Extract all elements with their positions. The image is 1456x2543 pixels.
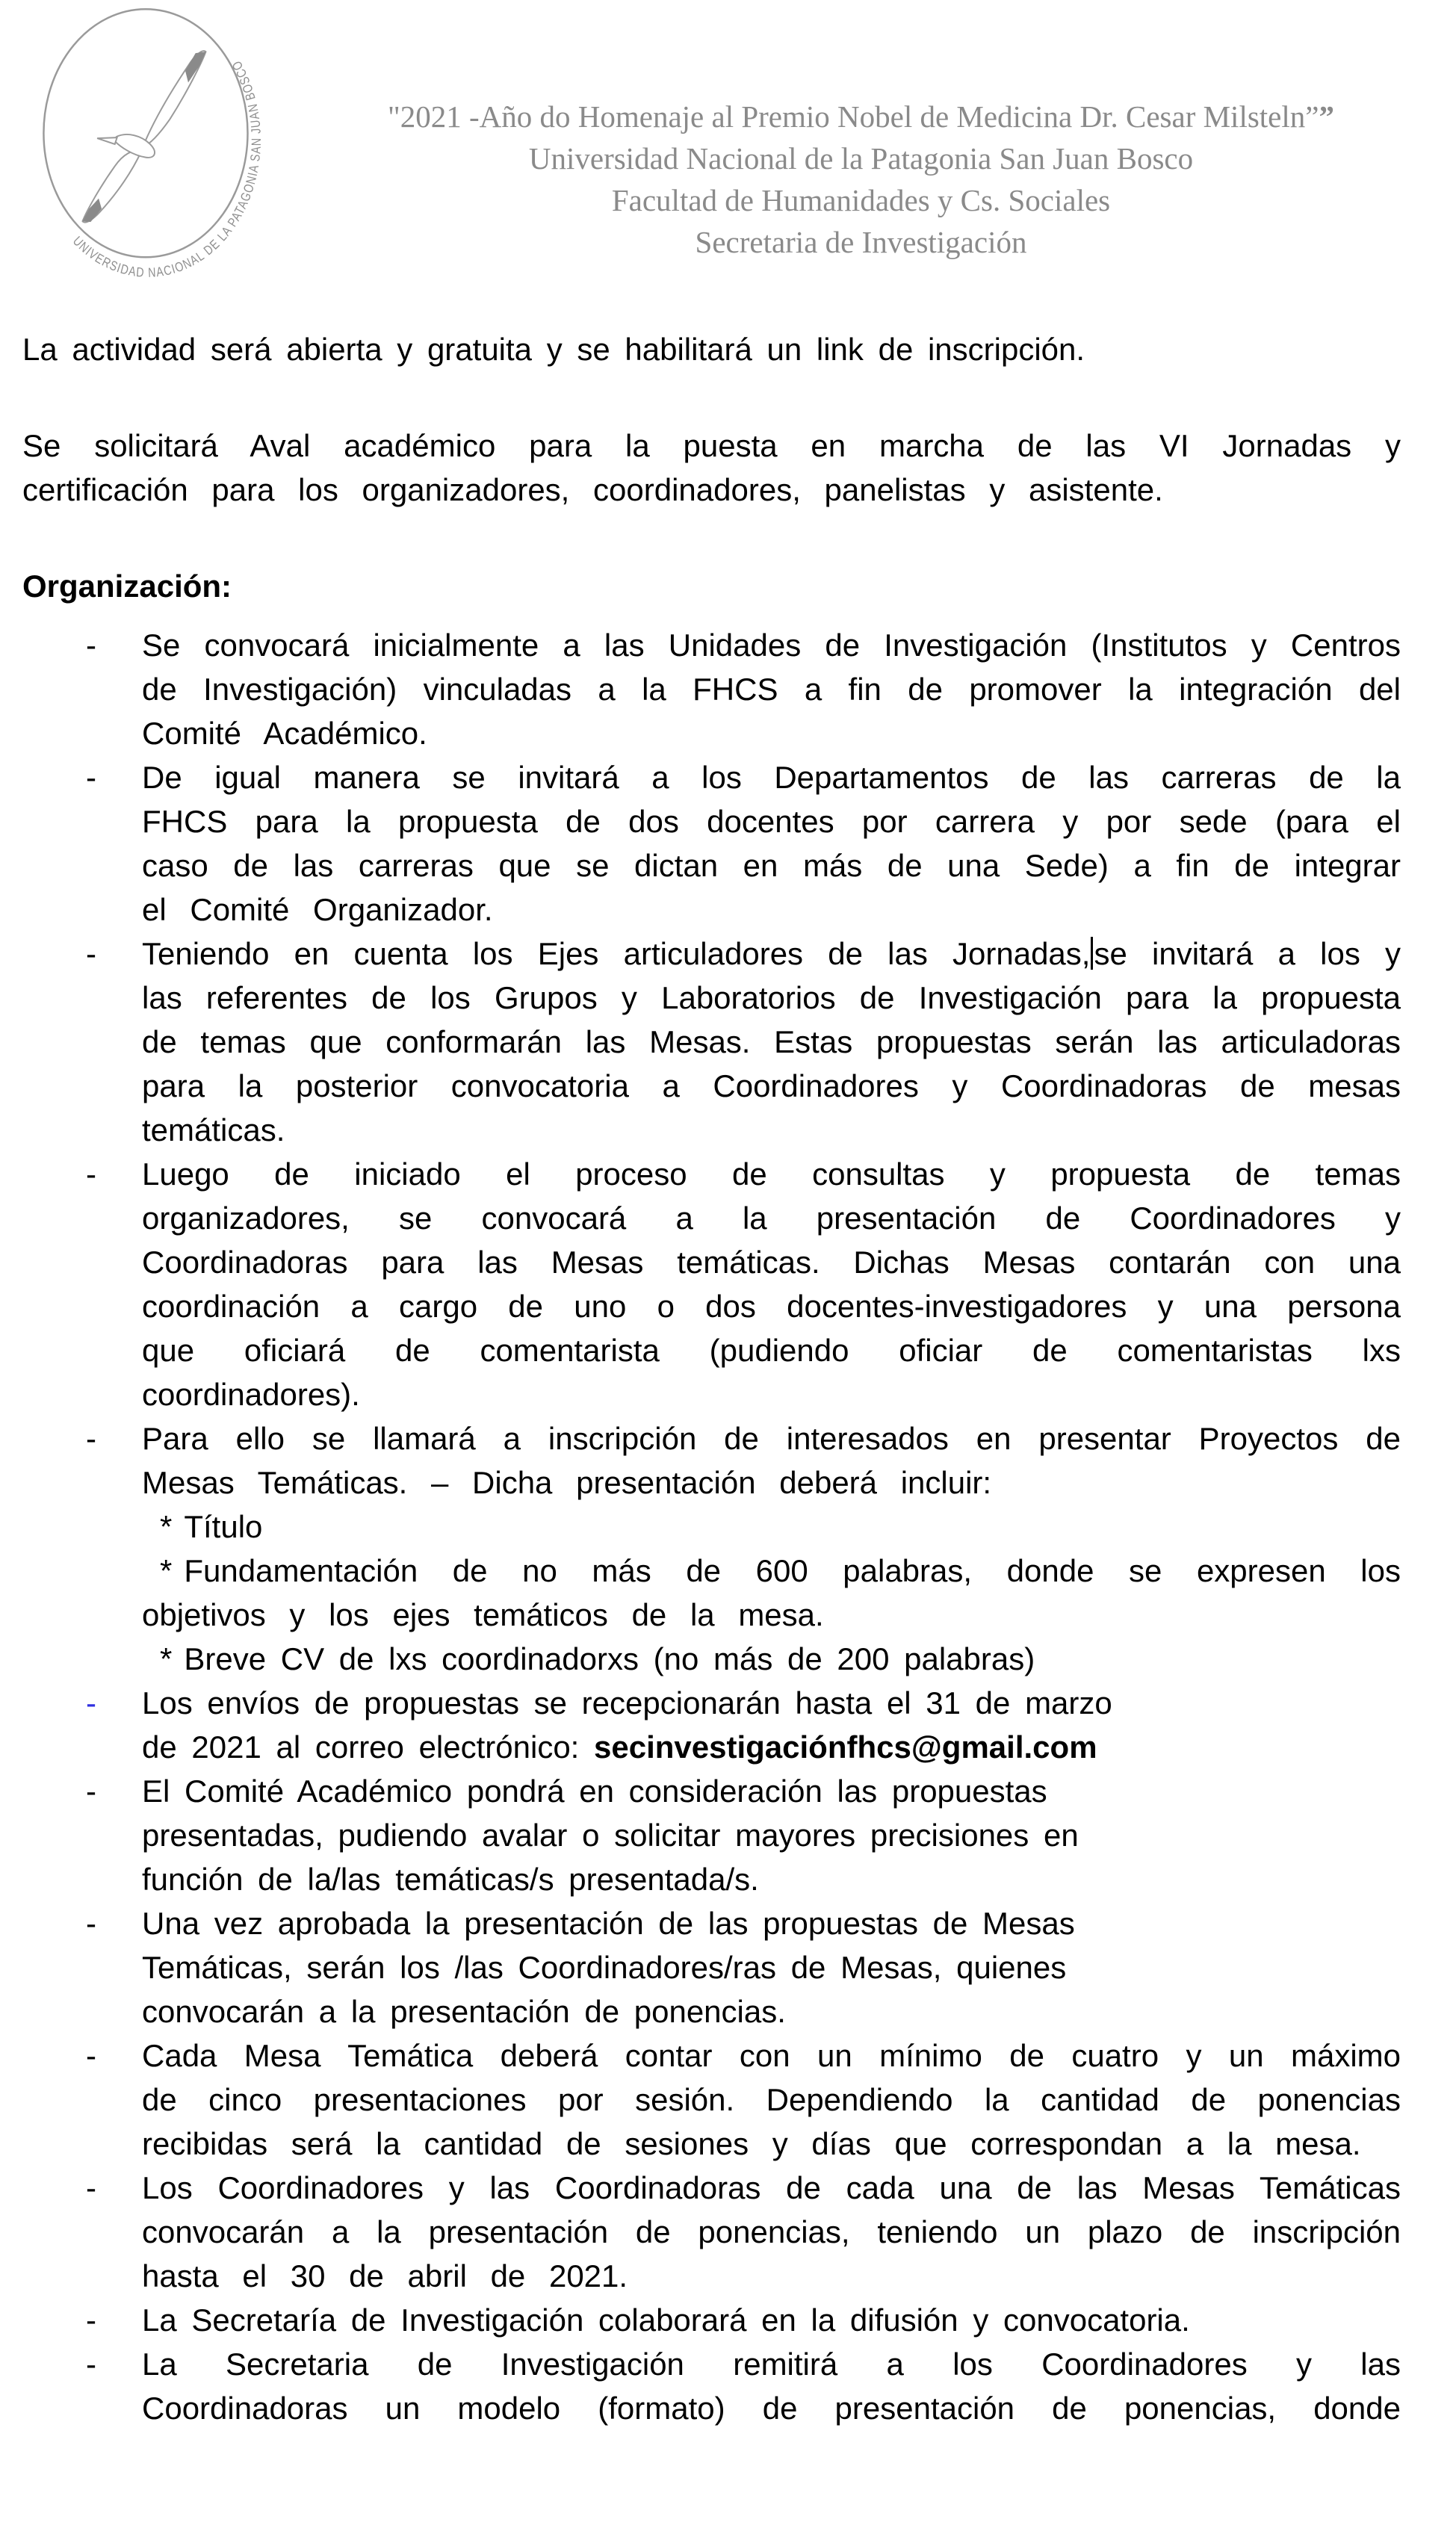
logo-ring-text: UNIVERSIDAD NACIONAL DE LA PATAGONIA SAN JUAN BOSCO <box>69 55 264 281</box>
bullet-marker: - <box>86 936 96 971</box>
bullet-marker: - <box>86 1774 96 1809</box>
list-item <box>22 755 1401 932</box>
document-text-area[interactable] <box>22 327 1401 2430</box>
bullet-marker: - <box>86 760 96 795</box>
asterisk-marker: * <box>160 1553 173 1588</box>
text-run: La Secretaria de Investigación remitirá a los Coordinadores y las Coordinadoras un modelo (formato) de presentación de ponencias, donde <box>142 2347 1401 2426</box>
list-item-text <box>142 932 1401 1152</box>
letterhead-motto: "2021 -Año do Homenaje al Premio Nobel de Medicina Dr. Cesar Milsteln”” <box>388 99 1334 134</box>
text-run: Teniendo en cuenta los Ejes articuladores de las Jornadas, <box>142 936 1091 971</box>
text-run: Los Coordinadores y las Coordinadoras de cada una de las Mesas Temáticas convocarán a la presentación de ponencias, teniendo un plazo de inscripción hasta el 30 de abril de 2021. <box>142 2170 1401 2293</box>
albatross-bird-icon <box>82 51 205 222</box>
text-run: Una vez aprobada la presentación de las propuestas de Mesas Temáticas, serán los /las Coordinadores/ras de Mesas, quienes convocarán a la presentación de ponencias. <box>142 1906 1075 2029</box>
email-text: secinvestigaciónfhcs@gmail.com <box>594 1729 1097 1765</box>
list-item-text <box>142 1769 1150 1901</box>
sub-list-item <box>142 1549 1401 1637</box>
list-item-text <box>142 1681 1150 1769</box>
list-item <box>22 2166 1401 2298</box>
letterhead-office: Secretaria de Investigación <box>695 225 1027 259</box>
text-run: Se convocará inicialmente a las Unidades de Investigación (Institutos y Centros de Investigación) vinculadas a la FHCS a fin de promover la integración del Comité Académico. <box>142 628 1401 751</box>
list-item <box>22 2298 1401 2342</box>
text-run: Se solicitará Aval académico para la puesta en marcha de las VI Jornadas y certificación para los organizadores, coordinadores, panelistas y asistente. <box>22 428 1401 507</box>
list-item <box>22 2034 1401 2166</box>
text-run: Luego de iniciado el proceso de consultas y propuesta de temas organizadores, se convocará a la presentación de Coordinadores y Coordinadoras para las Mesas temáticas. Dichas Mesas contarán con una coordinación a cargo de uno o dos docentes-investigadores y una persona que oficiará de comentarista (pudiendo oficiar de comentaristas lxs coordinadores). <box>142 1156 1401 1412</box>
bullet-marker: - <box>86 2038 96 2073</box>
bullet-marker: - <box>86 2347 96 2382</box>
text-run: Breve CV de lxs coordinadorxs (no más de 200 palabras) <box>184 1641 1035 1676</box>
list-item-text <box>142 1152 1401 1416</box>
paragraph <box>22 327 1401 371</box>
text-run: El Comité Académico pondrá en consideración las propuestas presentadas, pudiendo avalar o solicitar mayores precisiones en función de la/las temáticas/s presentada/s. <box>142 1774 1079 1897</box>
bullet-marker: - <box>86 1421 96 1456</box>
text-run: Fundamentación de no más de 600 palabras, donde se expresen los objetivos y los ejes temáticos de la mesa. <box>142 1553 1401 1632</box>
text-run: se invitará a los y las referentes de los Grupos y Laboratorios de Investigación para la propuesta de temas que conformarán las Mesas. Estas propuestas serán las articuladoras para la posterior convocatoria a Coordinadores y Coordinadoras de mesas temáticas. <box>142 936 1401 1147</box>
list-item <box>22 1901 1401 2034</box>
list-item-text <box>142 1416 1401 1505</box>
list-item <box>22 623 1401 755</box>
list-item <box>22 1416 1401 1505</box>
list-item-text <box>142 2342 1401 2430</box>
letterhead-faculty: Facultad de Humanidades y Cs. Sociales <box>611 183 1111 217</box>
list-item <box>22 1681 1401 1769</box>
text-run: La Secretaría de Investigación colaborará en la difusión y convocatoria. <box>142 2302 1190 2338</box>
text-run: De igual manera se invitará a los Departamentos de las carreras de la FHCS para la propuesta de dos docentes por carrera y por sede (para el caso de las carreras que se dictan en más de una Sede) a fin de integrar el Comité Organizador. <box>142 760 1401 927</box>
list-item <box>22 1769 1401 1901</box>
logo-ellipse <box>43 9 247 257</box>
section-heading <box>22 564 1401 608</box>
letterhead <box>284 96 1438 263</box>
list-item <box>22 932 1401 1152</box>
letterhead-university: Universidad Nacional de la Patagonia San Juan Bosco <box>528 141 1194 176</box>
list-item-text <box>142 2298 1401 2342</box>
list-item-text <box>142 2166 1401 2298</box>
asterisk-marker: * <box>160 1641 173 1676</box>
list-item-text <box>142 623 1401 755</box>
sub-list-item <box>142 1637 1401 1681</box>
text-run: Los envíos de propuestas se recepcionarán hasta el 31 de marzo de 2021 al correo electrónico: <box>142 1685 1112 1765</box>
bullet-marker: - <box>86 2302 96 2338</box>
text-run: La actividad será abierta y gratuita y se habilitará un link de inscripción. <box>22 332 1085 367</box>
text-run: Cada Mesa Temática deberá contar con un mínimo de cuatro y un máximo de cinco presentaciones por sesión. Dependiendo la cantidad de ponencias recibidas será la cantidad de sesiones y días que correspondan a la mesa. <box>142 2038 1401 2161</box>
list-item <box>22 2342 1401 2430</box>
paragraph <box>22 424 1401 512</box>
text-run: Título <box>184 1509 263 1544</box>
bullet-marker: - <box>86 1685 96 1720</box>
asterisk-marker: * <box>160 1509 173 1544</box>
bullet-marker: - <box>86 2170 96 2205</box>
bullet-marker: - <box>86 628 96 663</box>
letterhead-motto-closing-quote: ” <box>1319 99 1334 134</box>
list-item <box>22 1152 1401 1416</box>
text-run: Para ello se llamará a inscripción de interesados en presentar Proyectos de Mesas Temáticas. – Dicha presentación deberá incluir: <box>142 1421 1401 1500</box>
bullet-marker: - <box>86 1906 96 1941</box>
university-logo <box>19 1 269 284</box>
text-run: Organización: <box>22 569 232 604</box>
sub-list-item <box>142 1505 1401 1549</box>
list-item-text <box>142 2034 1401 2166</box>
list-item-text <box>142 755 1401 932</box>
bullet-marker: - <box>86 1156 96 1192</box>
list-item-text <box>142 1901 1150 2034</box>
